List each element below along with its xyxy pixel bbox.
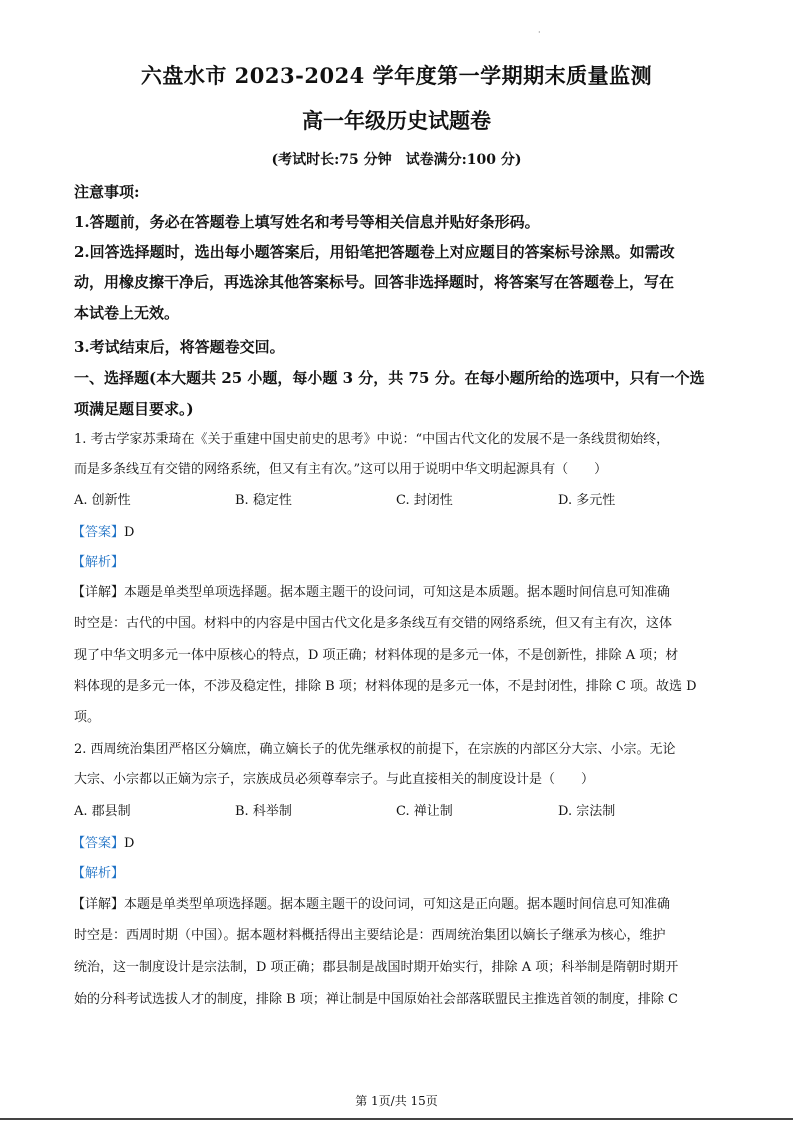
q1-detail-line-2: 时空是：古代的中国。材料中的内容是中国古代文化是多条线互有交错的网络系统，但又有主有次，这体: [74, 616, 673, 631]
q1-detail-line-1: [72, 584, 722, 602]
q2-detail-line-1: [72, 896, 722, 914]
q2-option-a: A. 郡县制: [74, 804, 131, 819]
bottom-rule: [0, 1118, 793, 1120]
q2-detail-line-4: 始的分科考试选拔人才的制度，排除 B 项；禅让制是中国原始社会部落联盟民主推选首领的制度，排除 C: [74, 992, 678, 1007]
page-subtitle: 高一年级历史试题卷: [302, 108, 491, 133]
q2-option-c: C. 禅让制: [396, 804, 453, 819]
q1-detail-label: 【详解】: [72, 585, 125, 600]
q1-analysis-label: 【解析】: [72, 555, 125, 570]
note-line-2c: 本试卷上无效。: [74, 304, 180, 322]
note-line-3: 3.考试结束后，将答题卷交回。: [74, 338, 285, 356]
note-line-1: 1.答题前，务必在答题卷上填写姓名和考号等相关信息并贴好条形码。: [74, 213, 540, 231]
page-title: 六盘水市 2023-2024 学年度第一学期期末质量监测: [140, 63, 653, 88]
section-heading-a: 一、选择题(本大题共 25 小题，每小题 3 分，共 75 分。在每小题所给的选项中，只有一个选: [74, 369, 705, 387]
q2-option-d: D. 宗法制: [558, 804, 616, 819]
scan-dot: ·: [538, 28, 541, 37]
q1-detail-line-3: 现了中华文明多元一体中原核心的特点，D 项正确；材料体现的是多元一体，不是创新性，排除 A 项；材: [74, 648, 679, 663]
q2-detail-line-3: 统治，这一制度设计是宗法制，D 项正确；郡县制是战国时期开始实行，排除 A 项；科举制是隋朝时期开: [74, 960, 679, 975]
q2-answer: [72, 835, 134, 853]
q2-analysis-label: 【解析】: [72, 866, 125, 881]
q1-answer: [72, 524, 134, 542]
q1-option-c: C. 封闭性: [396, 493, 453, 508]
section-heading-b: 项满足题目要求。): [74, 400, 194, 418]
q2-detail-label: 【详解】: [72, 897, 125, 912]
exam-meta: (考试时长:75 分钟 试卷满分:100 分): [271, 152, 522, 168]
q2-detail-line-2: 时空是：西周时期（中国）。据本题材料概括得出主要结论是：西周统治集团以嫡长子继承为核心，维护: [74, 928, 666, 943]
q1-option-a: A. 创新性: [74, 493, 131, 508]
q1-answer-label: 【答案】: [72, 525, 125, 540]
q2-answer-value: D: [124, 836, 135, 851]
q2-stem-line-1: 2. 西周统治集团严格区分嫡庶，确立嫡长子的优先继承权的前提下，在宗族的内部区分大宗、小宗。无论: [74, 742, 676, 757]
page-number: 第 1页/共 15页: [355, 1094, 438, 1108]
notes-heading: 注意事项:: [74, 183, 140, 201]
q1-detail-text-1: 本题是单类型单项选择题。据本题主题干的设问词，可知这是本质题。据本题时间信息可知准确: [124, 585, 671, 600]
q1-detail-line-5: 项。: [74, 710, 101, 725]
q1-stem-line-2: 而是多条线互有交错的网络系统，但又有主有次。”这可以用于说明中华文明起源具有（ ）: [74, 462, 608, 477]
q2-analysis: [72, 865, 124, 883]
note-line-2b: 动，用橡皮擦干净后，再选涂其他答案标号。回答非选择题时，将答案写在答题卷上，写在: [74, 273, 675, 291]
q2-answer-label: 【答案】: [72, 836, 125, 851]
q1-stem-line-1: 1. 考古学家苏秉琦在《关于重建中国史前史的思考》中说：“中国古代文化的发展不是一条线贯彻始终，: [74, 432, 670, 447]
q1-answer-value: D: [124, 525, 135, 540]
q2-option-b: B. 科举制: [235, 804, 292, 819]
note-line-2a: 2.回答选择题时，选出每小题答案后，用铅笔把答题卷上对应题目的答案标号涂黑。如需改: [74, 243, 675, 261]
q1-analysis: [72, 554, 124, 572]
q2-stem-line-2: 大宗、小宗都以正嫡为宗子，宗族成员必须尊奉宗子。与此直接相关的制度设计是（ ）: [74, 772, 595, 787]
q1-detail-line-4: 料体现的是多元一体，不涉及稳定性，排除 B 项；材料体现的是多元一体，不是封闭性，排除 C 项。故选 D: [74, 679, 697, 694]
q1-option-b: B. 稳定性: [235, 493, 292, 508]
q2-detail-text-1: 本题是单类型单项选择题。据本题主题干的设问词，可知这是正向题。据本题时间信息可知准确: [124, 897, 671, 912]
q1-option-d: D. 多元性: [558, 493, 616, 508]
